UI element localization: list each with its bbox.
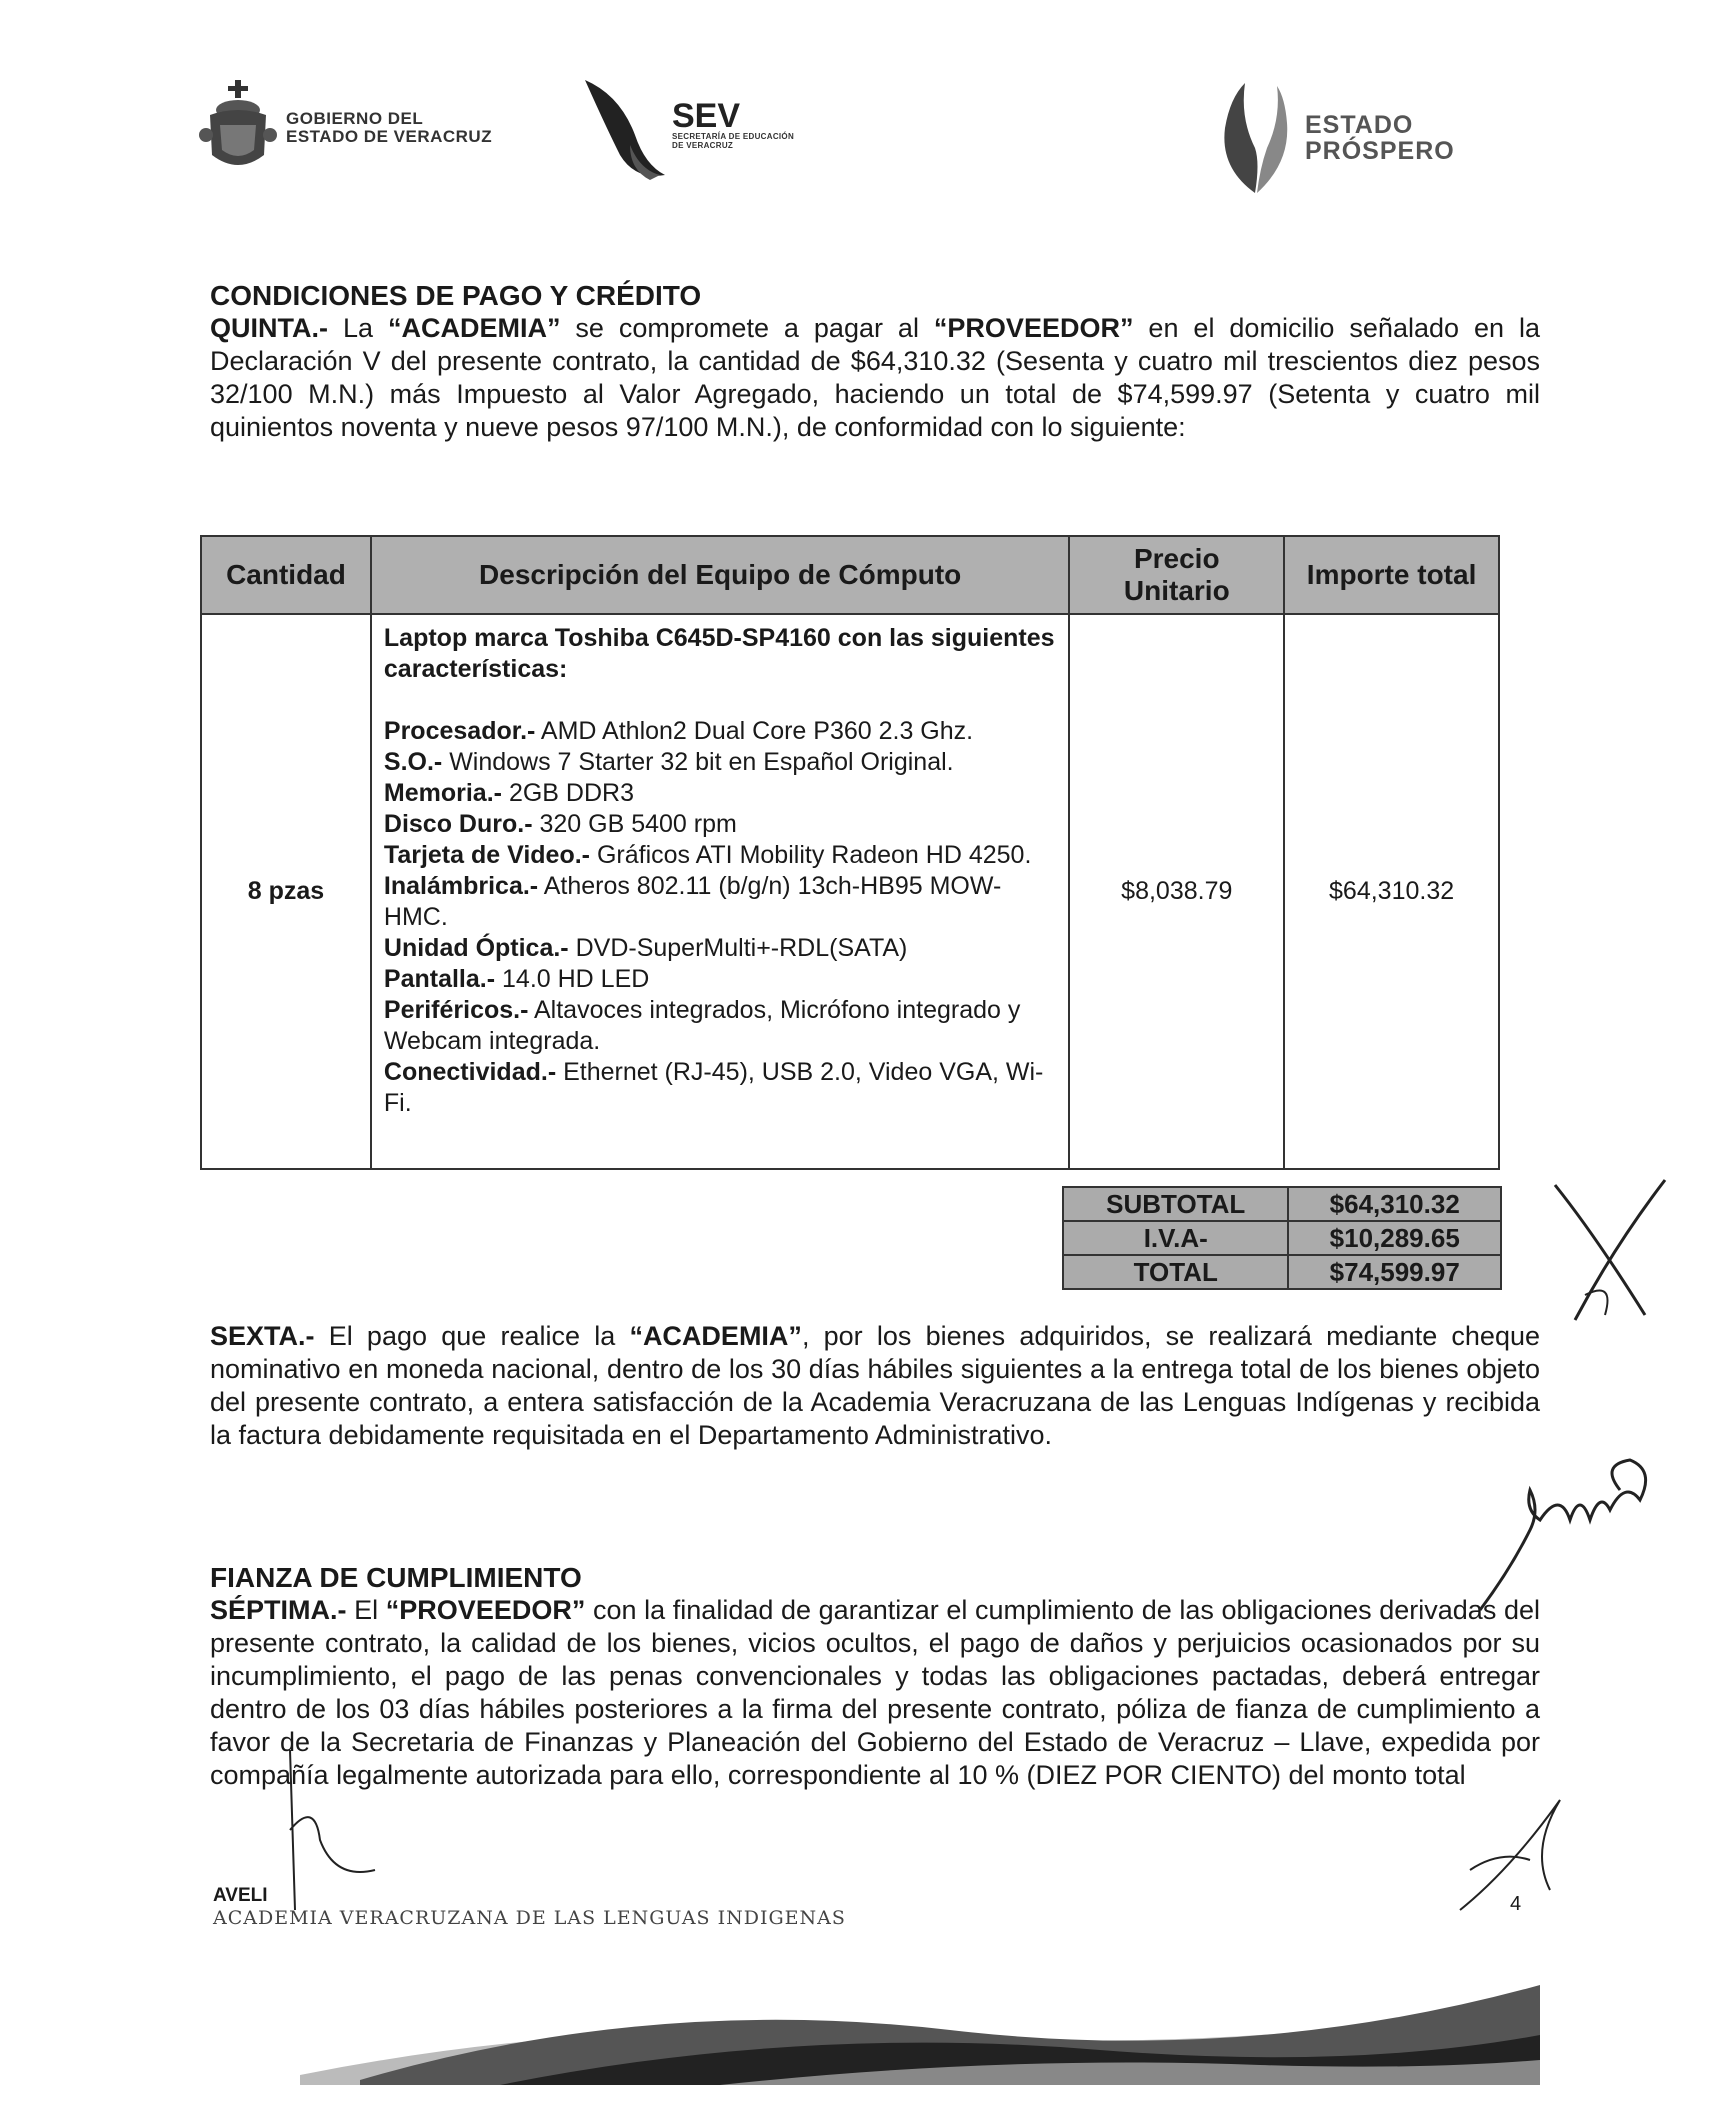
- page-header: [0, 70, 1728, 220]
- equipment-table: [200, 535, 1500, 1170]
- clause-text: , por los bienes adquiridos, se realizará mediante cheque nominativo en moneda nacional, dentro de los 30 días hábiles siguientes a la entrega total de los bienes objeto del presente contrato, a entera satisfacción de la Academia Veracruzana de las Lenguas Indígenas y recibida la factura debidamente requisitada en el Departamento Administrativo.: [210, 1321, 1540, 1450]
- section-sexta: [210, 1320, 1540, 1452]
- total-value: $74,599.97: [1288, 1255, 1501, 1289]
- footer-institution-name: ACADEMIA VERACRUZANA DE LAS LENGUAS INDIGENAS: [213, 1907, 846, 1929]
- spec-line: [384, 747, 1057, 778]
- cell-description: [371, 614, 1070, 1169]
- spec-value: Altavoces integrados, Micrófono integrado y Webcam integrada.: [383, 996, 1021, 1055]
- sev-logo-line1: SECRETARÍA DE EDUCACIÓN: [672, 132, 795, 141]
- cell-unit-price: $8,038.79: [1069, 614, 1284, 1169]
- iva-row: [1063, 1221, 1501, 1255]
- proveedor-term: “PROVEEDOR”: [933, 313, 1134, 343]
- footer-wave-decoration: [300, 1975, 1540, 2085]
- clause-label: QUINTA.-: [210, 313, 328, 343]
- coat-of-arms-icon: [198, 80, 278, 175]
- table-row: [201, 614, 1499, 1169]
- spec-line: [384, 995, 1057, 1057]
- sev-logo-title: SEV: [672, 97, 741, 135]
- section-title-bond: FIANZA DE CUMPLIMIENTO: [210, 1562, 582, 1593]
- header-total-amount: Importe total: [1284, 536, 1499, 614]
- clause-septima: [210, 1594, 1540, 1792]
- total-row: [1063, 1255, 1501, 1289]
- clause-text: El: [346, 1595, 386, 1625]
- cell-quantity: 8 pzas: [201, 614, 371, 1169]
- gobierno-logo-line1: GOBIERNO DEL: [286, 108, 424, 128]
- cell-total-amount: $64,310.32: [1284, 614, 1499, 1169]
- spec-label: Memoria.-: [383, 779, 502, 807]
- iva-label: I.V.A-: [1063, 1221, 1288, 1255]
- subtotal-label: SUBTOTAL: [1063, 1187, 1288, 1221]
- spec-value: Windows 7 Starter 32 bit en Español Original.: [442, 748, 954, 776]
- spec-value: Gráficos ATI Mobility Radeon HD 4250.: [590, 841, 1032, 869]
- estado-logo-line1: ESTADO: [1305, 111, 1414, 139]
- sev-logo: [580, 97, 795, 185]
- clause-text: La: [327, 313, 388, 343]
- spec-line: [384, 716, 1057, 747]
- spec-label: Pantalla.-: [383, 965, 496, 993]
- footer-abbreviation: AVELI: [213, 1885, 268, 1906]
- estado-leaf-icon: [1215, 78, 1295, 198]
- spec-line: [384, 871, 1057, 933]
- initials-mark-icon: [1450, 1780, 1570, 1920]
- spec-value: Ethernet (RJ-45), USB 2.0, Video VGA, Wi-Fi.: [383, 1058, 1044, 1117]
- spec-value: 320 GB 5400 rpm: [532, 810, 737, 838]
- clause-sexta: [210, 1320, 1540, 1452]
- spec-line: [384, 1057, 1057, 1119]
- spec-line: [384, 840, 1057, 871]
- signature-mark-icon: [1545, 1175, 1675, 1325]
- spec-value: 2GB DDR3: [502, 779, 634, 807]
- spec-label: S.O.-: [383, 748, 443, 776]
- signature-scribble-icon: [1470, 1450, 1670, 1620]
- header-unit-price: Precio Unitario: [1069, 536, 1284, 614]
- spec-value: DVD-SuperMulti+-RDL(SATA): [568, 934, 908, 962]
- subtotal-value: $64,310.32: [1288, 1187, 1501, 1221]
- spec-value: 14.0 HD LED: [495, 965, 650, 993]
- total-label: TOTAL: [1063, 1255, 1288, 1289]
- spec-label: Periféricos.-: [383, 996, 529, 1024]
- spec-label: Procesador.-: [383, 717, 536, 745]
- academia-term: “ACADEMIA”: [629, 1321, 802, 1351]
- spec-line: [384, 809, 1057, 840]
- subtotal-row: [1063, 1187, 1501, 1221]
- header-description: Descripción del Equipo de Cómputo: [371, 536, 1070, 614]
- spec-line: [384, 778, 1057, 809]
- estado-prospero-logo: [1215, 78, 1455, 198]
- product-title: Laptop marca Toshiba C645D-SP4160 con las siguientes características:: [383, 624, 1055, 683]
- spec-line: [384, 964, 1057, 995]
- clause-label: SEXTA.-: [210, 1321, 315, 1351]
- spec-value: AMD Athlon2 Dual Core P360 2.3 Ghz.: [535, 717, 974, 745]
- spec-label: Disco Duro.-: [383, 810, 533, 838]
- clause-text: con la finalidad de garantizar el cumplimiento de las obligaciones derivadas del presente contrato, la calidad de los bienes, vicios ocultos, el pago de daños y perjuicios ocasionados por su incumplimiento, el pago de las penas convencionales y todas las obligaciones pactadas, deberá entregar dentro de los 03 días hábiles posteriores a la firma del presente contrato, póliza de fianza de cumplimiento a favor de la Secretaria de Finanzas y Planeación del Gobierno del Estado de Veracruz – Llave, expedida por compañía legalmente autorizada para ello, correspondiente al 10 % (DIEZ POR CIENTO) del monto total: [210, 1595, 1540, 1790]
- spec-label: Inalámbrica.-: [383, 872, 539, 900]
- sev-logo-line2: DE VERACRUZ: [672, 141, 734, 150]
- spec-line: [384, 933, 1057, 964]
- gobierno-logo: [198, 80, 492, 175]
- spec-value: Atheros 802.11 (b/g/n) 13ch-HB95 MOW-HMC.: [383, 872, 1002, 931]
- clause-text: El pago que realice la: [314, 1321, 630, 1351]
- section-payment-conditions: [210, 280, 1540, 444]
- gobierno-logo-line2: ESTADO DE VERACRUZ: [286, 126, 493, 146]
- spec-label: Conectividad.-: [383, 1058, 557, 1086]
- iva-value: $10,289.65: [1288, 1221, 1501, 1255]
- clause-text: se compromete a pagar al: [560, 313, 934, 343]
- clause-quinta: [210, 312, 1540, 444]
- clause-label: SÉPTIMA.-: [210, 1595, 347, 1625]
- margin-signature-icon: [275, 1740, 385, 1920]
- spec-label: Unidad Óptica.-: [383, 934, 569, 962]
- spec-label: Tarjeta de Video.-: [383, 841, 590, 869]
- estado-logo-line2: PRÓSPERO: [1305, 137, 1455, 165]
- clause-text: en el domicilio señalado en la Declaración V del presente contrato, la cantidad de $64,310.32 (Sesenta y cuatro mil trescientos diez pesos 32/100 M.N.) más Impuesto al Valor Agregado, haciendo un total de $74,599.97 (Setenta y cuatro mil quinientos noventa y nueve pesos 97/100 M.N.), de conformidad con lo siguiente:: [210, 313, 1540, 442]
- sev-swoosh-icon: [580, 75, 670, 185]
- section-title-payment: CONDICIONES DE PAGO Y CRÉDITO: [210, 280, 702, 311]
- section-performance-bond: [210, 1562, 1540, 1792]
- academia-term: “ACADEMIA”: [387, 313, 561, 343]
- table-header-row: [201, 536, 1499, 614]
- header-quantity: Cantidad: [201, 536, 371, 614]
- proveedor-term: “PROVEEDOR”: [385, 1595, 586, 1625]
- page-number: 4: [1510, 1893, 1522, 1915]
- totals-table: [1062, 1186, 1502, 1290]
